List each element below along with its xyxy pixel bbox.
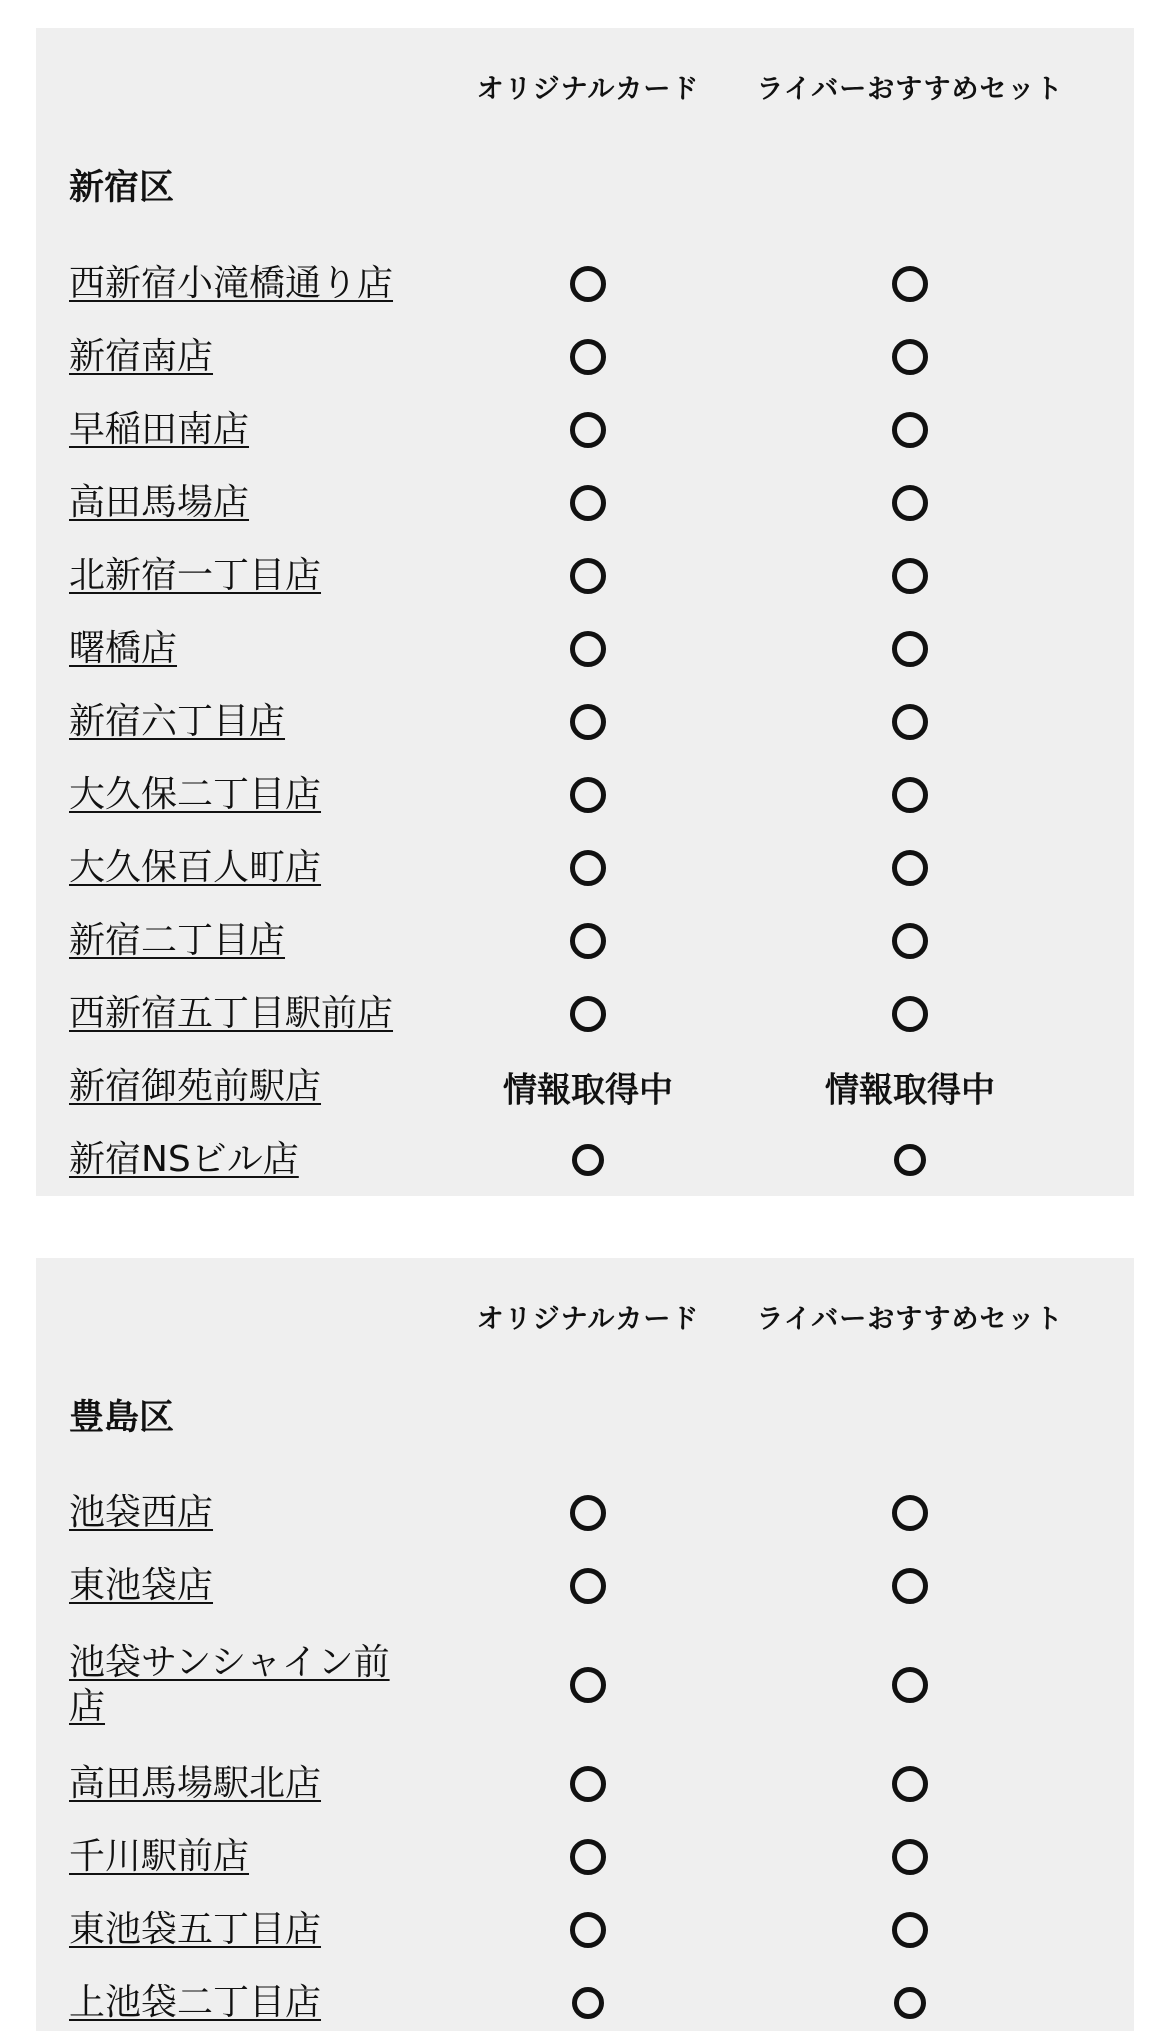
circle-icon [892,558,928,594]
circle-icon [892,777,928,813]
store-link[interactable]: 曙橋店 [69,628,178,669]
table-row [36,846,1134,890]
liver-set-available-circle-icon [892,777,928,813]
liver-set-available-circle-icon [892,996,928,1032]
circle-icon [570,1912,606,1948]
column-header-liver-set: ライバーおすすめセット [756,1304,1064,1335]
original-card-available-circle-icon [570,1568,606,1604]
table-row [36,1138,1134,1182]
liver-set-available-circle-icon [892,1839,928,1875]
original-card-available-circle-icon [570,1495,606,1531]
store-link[interactable]: 新宿二丁目店 [69,920,286,961]
table-row [36,992,1134,1036]
table-row [36,700,1134,744]
table-row [36,408,1134,452]
circle-icon [570,631,606,667]
table-row [36,773,1134,817]
circle-icon [570,1667,606,1703]
liver-set-available-circle-icon [892,1766,928,1802]
original-card-available-circle-icon [570,412,606,448]
store-link[interactable]: 新宿南店 [69,336,214,377]
table-row [36,554,1134,598]
circle-icon [892,631,928,667]
original-card-available-circle-icon [570,777,606,813]
store-link[interactable]: 千川駅前店 [69,1836,250,1877]
circle-icon [570,850,606,886]
liver-set-available-circle-icon [892,412,928,448]
store-link[interactable]: 高田馬場店 [69,482,250,523]
region-table-toshima [36,1258,1134,2031]
circle-icon [892,1912,928,1948]
table-row [36,627,1134,671]
table-row [36,481,1134,525]
circle-icon [570,266,606,302]
table-row [36,1762,1134,1806]
store-link[interactable]: 西新宿小滝橋通り店 [69,263,394,304]
table-row [36,1491,1134,1535]
store-link[interactable]: 東池袋五丁目店 [69,1909,322,1950]
liver-set-available-circle-icon [892,1495,928,1531]
circle-icon [570,558,606,594]
store-link[interactable]: 池袋西店 [69,1492,214,1533]
liver-set-available-circle-icon [892,1667,928,1703]
table-row [36,919,1134,963]
store-link[interactable]: 新宿御苑前駅店 [69,1066,322,1107]
circle-icon [894,1987,926,2019]
store-link[interactable]: 高田馬場駅北店 [69,1763,322,1804]
liver-set-available-circle-icon [892,558,928,594]
liver-set-available-circle-icon [894,1144,926,1176]
original-card-available-circle-icon [570,704,606,740]
store-link[interactable]: 西新宿五丁目駅前店 [69,993,394,1034]
liver-set-available-circle-icon [892,485,928,521]
table-row [36,1835,1134,1879]
circle-icon [570,485,606,521]
original-card-available-circle-icon [570,1839,606,1875]
original-card-available-circle-icon [570,558,606,594]
liver-set-available-circle-icon [892,1912,928,1948]
liver-set-available-circle-icon [892,923,928,959]
store-link[interactable]: 北新宿一丁目店 [69,555,322,596]
circle-icon [892,266,928,302]
store-link[interactable]: 池袋サンシャイン前店 [69,1642,390,1727]
circle-icon [892,1766,928,1802]
column-header-liver-set: ライバーおすすめセット [756,74,1064,105]
circle-icon [572,1987,604,2019]
liver-set-available-circle-icon [892,850,928,886]
region-title: 新宿区 [69,168,175,208]
circle-icon [892,1495,928,1531]
store-link[interactable]: 大久保二丁目店 [69,774,322,815]
liver-set-available-circle-icon [892,339,928,375]
circle-icon [570,412,606,448]
circle-icon [892,339,928,375]
store-link[interactable]: 新宿六丁目店 [69,701,286,742]
liver-set-available-circle-icon [892,704,928,740]
table-row [36,1908,1134,1952]
circle-icon [892,485,928,521]
circle-icon [572,1144,604,1176]
circle-icon [892,1667,928,1703]
original-card-available-circle-icon [570,266,606,302]
region-title: 豊島区 [69,1398,175,1438]
circle-icon [892,996,928,1032]
circle-icon [570,339,606,375]
liver-set-available-circle-icon [894,1987,926,2019]
store-link[interactable]: 早稲田南店 [69,409,250,450]
original-card-available-circle-icon [570,923,606,959]
store-link[interactable]: 東池袋店 [69,1565,214,1606]
original-card-available-circle-icon [570,996,606,1032]
table-row [36,1065,1134,1109]
original-card-available-circle-icon [572,1987,604,2019]
circle-icon [892,1839,928,1875]
table-row [36,1637,1134,1733]
circle-icon [570,777,606,813]
column-header-original-card: オリジナルカード [476,74,700,105]
circle-icon [892,704,928,740]
table-row [36,1564,1134,1608]
original-card-available-circle-icon [570,631,606,667]
circle-icon [570,1839,606,1875]
circle-icon [570,996,606,1032]
original-card-available-circle-icon [570,850,606,886]
liver-set-available-circle-icon [892,631,928,667]
original-card-available-circle-icon [570,485,606,521]
table-row [36,262,1134,306]
circle-icon [570,1766,606,1802]
store-link[interactable]: 上池袋二丁目店 [69,1982,322,2023]
store-link[interactable]: 新宿NSビル店 [69,1139,299,1180]
original-card-available-circle-icon [572,1144,604,1176]
liver-set-status-text: 情報取得中 [825,1070,995,1111]
circle-icon [892,850,928,886]
circle-icon [570,704,606,740]
original-card-available-circle-icon [570,1667,606,1703]
store-link[interactable]: 大久保百人町店 [69,847,322,888]
region-table-shinjuku [36,28,1134,1196]
circle-icon [892,412,928,448]
circle-icon [894,1144,926,1176]
liver-set-available-circle-icon [892,1568,928,1604]
original-card-available-circle-icon [570,1766,606,1802]
original-card-status-text: 情報取得中 [503,1070,673,1111]
circle-icon [570,923,606,959]
liver-set-available-circle-icon [892,266,928,302]
circle-icon [570,1495,606,1531]
circle-icon [570,1568,606,1604]
circle-icon [892,923,928,959]
table-row [36,335,1134,379]
circle-icon [892,1568,928,1604]
column-header-original-card: オリジナルカード [476,1304,700,1335]
original-card-available-circle-icon [570,1912,606,1948]
original-card-available-circle-icon [570,339,606,375]
table-row [36,1981,1134,2025]
